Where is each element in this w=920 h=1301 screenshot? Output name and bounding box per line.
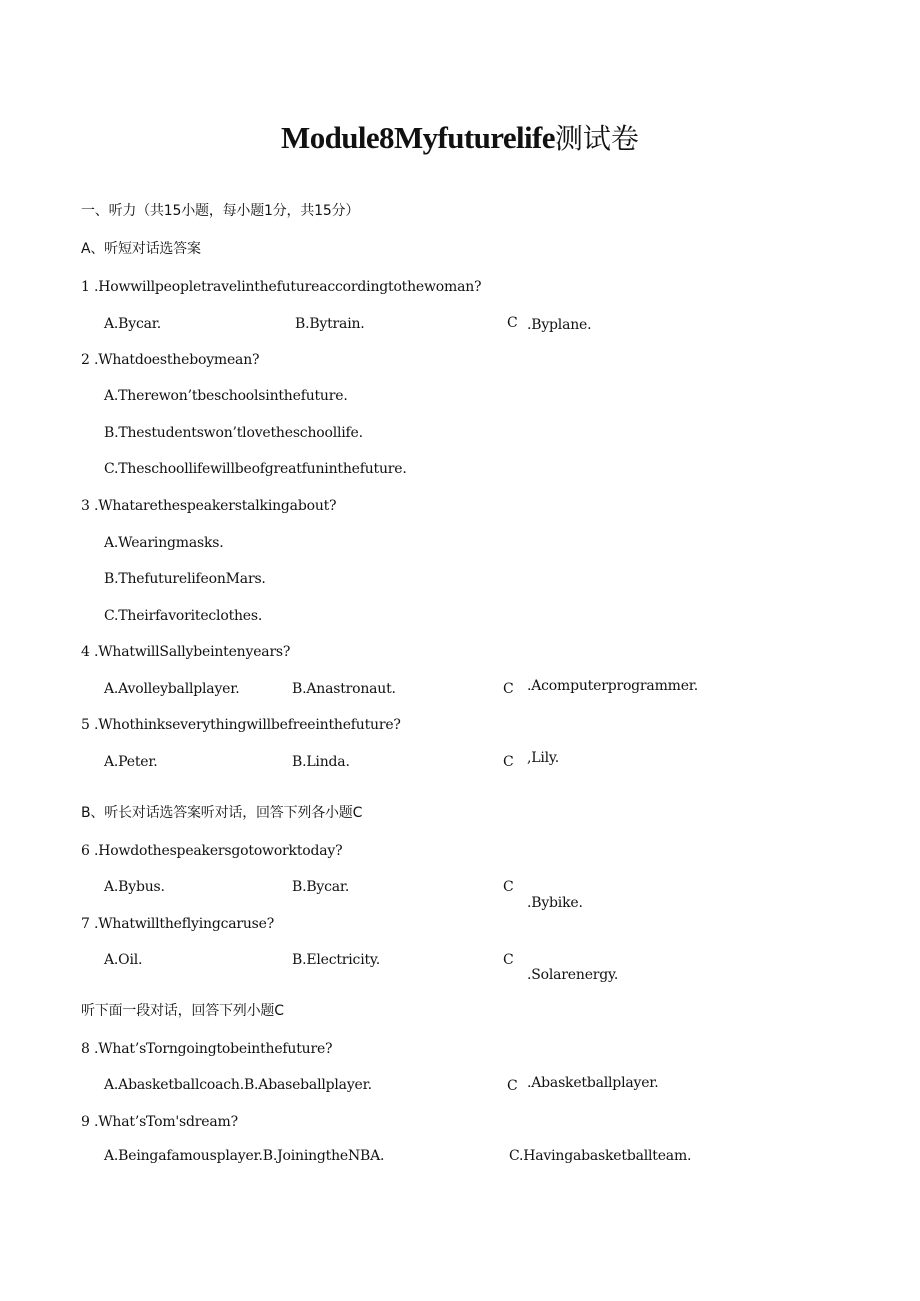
question-text: .Whothinkseverythingwillbefreeinthefuture? [93,717,401,733]
q5-option-c-letter: C [503,754,514,770]
q5-option-b: B.Linda. [292,754,350,770]
q5-option-a: A.Peter. [104,754,158,770]
q6-option-c: .Bybike. [527,895,583,911]
question-number: 4 [81,644,90,660]
question-number: 2 [81,352,90,368]
q4-option-c: .Acomputerprogrammer. [527,678,699,694]
q7-option-c-letter: C [503,952,514,968]
q9-option-c: C.Havingabasketballteam. [509,1148,692,1164]
question-8 [81,1040,332,1058]
page-title [0,118,920,159]
part-c-heading: 听下面一段对话，回答下列小题C [81,1003,284,1019]
q4-option-a: A.Avolleyballplayer. [104,681,240,697]
question-text: .Whatwilltheflyingcaruse? [93,916,275,932]
title-english: Module8Myfuturelife [281,120,555,155]
q8-option-c-letter: C [507,1078,518,1094]
q1-option-b: B.Bytrain. [295,316,365,332]
q2-option-c: C.Theschoollifewillbeofgreatfuninthefuture. [104,461,407,477]
q7-option-a: A.Oil. [104,952,143,968]
q6-option-c-letter: C [503,879,514,895]
question-number: 7 [81,916,90,932]
q7-option-c: .Solarenergy. [527,967,619,983]
question-2 [81,351,259,369]
question-1 [81,278,481,296]
q3-option-b: B.ThefuturelifeonMars. [104,571,266,587]
q7-option-b: B.Electricity. [292,952,381,968]
question-text: .Whatarethespeakerstalkingabout? [93,498,337,514]
q8-option-c: .Abasketballplayer. [527,1075,659,1091]
question-5 [81,716,401,734]
question-text: .Howdothespeakersgotoworktoday? [93,843,343,859]
q6-option-b: B.Bycar. [292,879,350,895]
question-number: 5 [81,717,90,733]
question-number: 1 [81,279,90,295]
q4-option-b: B.Anastronaut. [292,681,396,697]
q9-options-a-b: A.Beingafamousplayer.B.JoiningtheNBA. [104,1148,385,1164]
section-listening-heading: 一、听力（共15小题，每小题1分，共15分） [81,203,360,219]
q2-option-b: B.Thestudentswon’tlovetheschoollife. [104,425,363,441]
q1-option-c-letter: C [507,315,518,331]
question-text: .Howwillpeopletravelinthefutureaccordingtothewoman? [93,279,482,295]
question-number: 3 [81,498,90,514]
question-text: .Whatdoestheboymean? [93,352,260,368]
title-chinese: 测试卷 [554,122,639,155]
q4-option-c-letter: C [503,681,514,697]
q2-option-a: A.Therewon’tbeschoolsinthefuture. [104,388,348,404]
q5-option-c: ,Lily. [527,750,560,766]
question-number: 6 [81,843,90,859]
question-3 [81,497,336,515]
part-a-heading: A、听短对话选答案 [81,241,201,257]
q8-options-a-b: A.Abasketballcoach.B.Abaseballplayer. [104,1077,372,1093]
q1-option-a: A.Bycar. [104,316,161,332]
question-9 [81,1113,238,1131]
question-6 [81,842,342,860]
q3-option-a: A.Wearingmasks. [104,535,224,551]
question-text: .What’sTom'sdream? [93,1114,238,1130]
q1-option-c: .Byplane. [527,317,592,333]
question-7 [81,915,274,933]
part-b-heading: B、听长对话选答案听对话，回答下列各小题C [81,805,363,821]
question-text: .WhatwillSallybeintenyears? [93,644,291,660]
q6-option-a: A.Bybus. [104,879,165,895]
q3-option-c: C.Theirfavoriteclothes. [104,608,263,624]
question-text: .What’sTorngoingtobeinthefuture? [93,1041,333,1057]
question-number: 9 [81,1114,90,1130]
question-number: 8 [81,1041,90,1057]
question-4 [81,643,290,661]
